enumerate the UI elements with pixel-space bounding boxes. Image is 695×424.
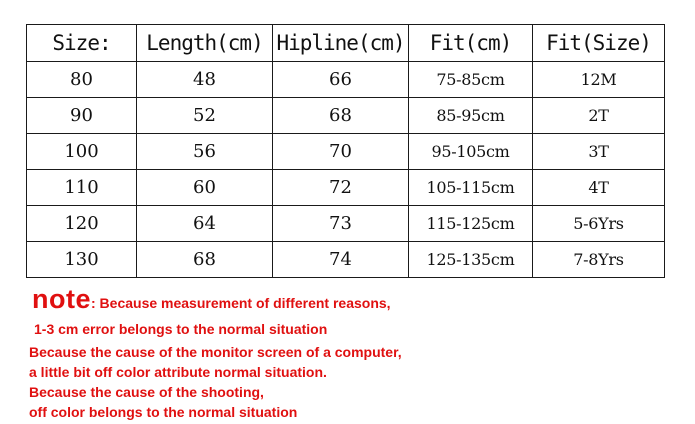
table-row: [27, 62, 665, 98]
cell-fit-size: 3T: [533, 134, 665, 170]
cell-size: 110: [27, 170, 137, 206]
cell-fit-cm: 105-115cm: [409, 170, 533, 206]
cell-hipline: 72: [273, 170, 409, 206]
cell-hipline: 68: [273, 98, 409, 134]
table-header-row: [27, 25, 665, 62]
note-label: note: [32, 284, 91, 314]
cell-size: 120: [27, 206, 137, 242]
cell-hipline: 70: [273, 134, 409, 170]
cell-size: 100: [27, 134, 137, 170]
table-row: [27, 242, 665, 278]
cell-fit-cm: 95-105cm: [409, 134, 533, 170]
note-text-line2: 1-3 cm error belongs to the normal situation: [34, 321, 328, 337]
header-size: Size:: [27, 25, 137, 62]
cell-fit-size: 4T: [533, 170, 665, 206]
cell-length: 64: [137, 206, 273, 242]
cell-hipline: 73: [273, 206, 409, 242]
size-chart-table: [26, 24, 665, 278]
cell-fit-cm: 125-135cm: [409, 242, 533, 278]
note-text-line1: : Because measurement of different reasons,: [91, 295, 391, 311]
cell-length: 56: [137, 134, 273, 170]
cell-length: 60: [137, 170, 273, 206]
cell-hipline: 74: [273, 242, 409, 278]
cell-length: 52: [137, 98, 273, 134]
cell-fit-size: 5-6Yrs: [533, 206, 665, 242]
table-row: [27, 206, 665, 242]
table-row: [27, 134, 665, 170]
note-text-line6: off color belongs to the normal situation: [29, 404, 298, 420]
note-text-line5: Because the cause of the shooting,: [29, 384, 264, 400]
cell-length: 68: [137, 242, 273, 278]
cell-fit-size: 12M: [533, 62, 665, 98]
table-row: [27, 98, 665, 134]
header-hipline: Hipline(cm): [273, 25, 409, 62]
cell-fit-cm: 85-95cm: [409, 98, 533, 134]
cell-fit-cm: 75-85cm: [409, 62, 533, 98]
cell-fit-size: 2T: [533, 98, 665, 134]
header-fit-cm: Fit(cm): [409, 25, 533, 62]
header-length: Length(cm): [137, 25, 273, 62]
cell-fit-size: 7-8Yrs: [533, 242, 665, 278]
cell-length: 48: [137, 62, 273, 98]
note-text-line4: a little bit off color attribute normal situation.: [29, 364, 327, 380]
cell-size: 130: [27, 242, 137, 278]
header-fit-size: Fit(Size): [533, 25, 665, 62]
cell-hipline: 66: [273, 62, 409, 98]
note-block: [29, 284, 402, 422]
cell-size: 90: [27, 98, 137, 134]
cell-fit-cm: 115-125cm: [409, 206, 533, 242]
cell-size: 80: [27, 62, 137, 98]
note-first-line: [32, 284, 402, 319]
table-row: [27, 170, 665, 206]
note-text-line3: Because the cause of the monitor screen of a computer,: [29, 344, 402, 360]
